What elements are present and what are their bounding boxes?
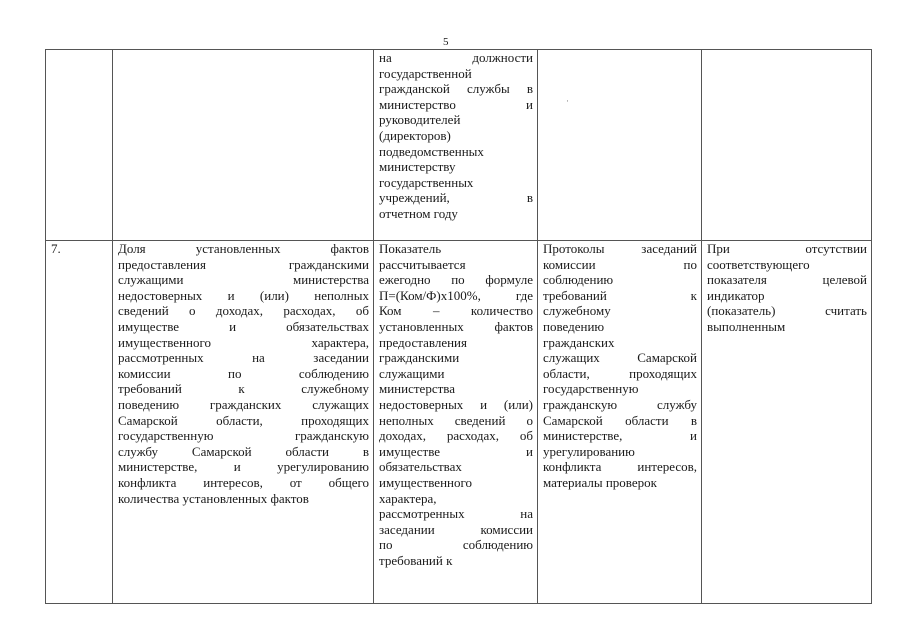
text-line: (показатель) считать bbox=[707, 303, 867, 319]
text-line: поведению гражданских служащих bbox=[118, 396, 369, 412]
text-line: гражданской службы в bbox=[379, 81, 533, 97]
scan-speck: · bbox=[566, 96, 569, 106]
text-line: имуществе и bbox=[379, 443, 533, 459]
cell-source-empty bbox=[538, 50, 702, 241]
text-line: на должности bbox=[379, 50, 533, 65]
cell-number: 7. bbox=[46, 241, 113, 604]
text-line: гражданских bbox=[543, 334, 615, 350]
text-line: обязательствах bbox=[379, 459, 462, 475]
text-line: по соблюдению bbox=[379, 537, 533, 553]
text-line: характера, bbox=[379, 490, 437, 506]
cell-note bbox=[702, 241, 872, 604]
text-line: материалы проверок bbox=[543, 474, 657, 490]
text-line: показателя целевой bbox=[707, 272, 867, 288]
text-line: комиссии по соблюдению bbox=[118, 365, 369, 381]
text-line: имущественного характера, bbox=[118, 334, 369, 350]
cell-note-empty bbox=[702, 50, 872, 241]
text-line: требований к bbox=[379, 552, 453, 568]
text-line: служащими министерства bbox=[118, 272, 369, 288]
text-line: конфликта интересов, от общего bbox=[118, 474, 369, 490]
text-line: рассмотренных на bbox=[379, 506, 533, 522]
text-line: П=(Ком/Ф)х100%, где bbox=[379, 287, 533, 303]
text-line: выполненным bbox=[707, 318, 786, 334]
text-line: количества установленных фактов bbox=[118, 490, 309, 506]
cell-method-continuation bbox=[374, 50, 538, 241]
text-line: гражданскими bbox=[379, 350, 460, 366]
text-line: урегулированию bbox=[543, 443, 635, 459]
text-line: предоставления bbox=[379, 334, 467, 350]
text-line: требований к bbox=[543, 287, 697, 303]
cell-indicator-empty bbox=[113, 50, 374, 241]
text-line: предоставления гражданскими bbox=[118, 256, 369, 272]
text-line: гражданскую службу bbox=[543, 396, 697, 412]
text-line: Показатель bbox=[379, 241, 442, 256]
text-line: министерстве, и bbox=[543, 428, 697, 444]
text-line: недостоверных и (или) неполных bbox=[118, 287, 369, 303]
text-line: службу Самарской области в bbox=[118, 443, 369, 459]
text-line: министерства bbox=[379, 381, 456, 397]
text-line: руководителей bbox=[379, 112, 461, 128]
text-line: государственной bbox=[379, 65, 472, 81]
text-line: При отсутствии bbox=[707, 241, 867, 256]
text-line: учреждений, в bbox=[379, 190, 533, 206]
text-line: установленных фактов bbox=[379, 318, 533, 334]
text-line: сведений о доходах, расходах, об bbox=[118, 303, 369, 319]
text-line: ежегодно по формуле bbox=[379, 272, 533, 288]
text-line: Доля установленных фактов bbox=[118, 241, 369, 256]
cell-source bbox=[538, 241, 702, 604]
text-line: имуществе и обязательствах bbox=[118, 318, 369, 334]
table-row-7 bbox=[46, 241, 872, 604]
text-line: государственных bbox=[379, 174, 474, 190]
text-line: государственную гражданскую bbox=[118, 428, 369, 444]
cell-indicator bbox=[113, 241, 374, 604]
text-line: поведению bbox=[543, 318, 605, 334]
text-line: недостоверных и (или) bbox=[379, 396, 533, 412]
text-line: отчетном году bbox=[379, 205, 458, 221]
text-line: Самарской области, проходящих bbox=[118, 412, 369, 428]
text-line: служебному bbox=[543, 303, 611, 319]
cell-method bbox=[374, 241, 538, 604]
text-line: соблюдению bbox=[543, 272, 614, 288]
text-line: министерству bbox=[379, 159, 456, 175]
text-line: рассмотренных на заседании bbox=[118, 350, 369, 366]
text-line: министерстве, и урегулированию bbox=[118, 459, 369, 475]
text-line: (директоров) bbox=[379, 127, 451, 143]
text-line: государственную bbox=[543, 381, 639, 397]
cell-number-empty bbox=[46, 50, 113, 241]
text-line: министерство и bbox=[379, 96, 533, 112]
page-number: 5 bbox=[443, 36, 449, 48]
text-line: рассчитывается bbox=[379, 256, 466, 272]
text-line: доходах, расходах, об bbox=[379, 428, 533, 444]
text-line: заседании комиссии bbox=[379, 521, 533, 537]
text-line: имущественного bbox=[379, 474, 472, 490]
text-line: области, проходящих bbox=[543, 365, 697, 381]
text-line: требований к служебному bbox=[118, 381, 369, 397]
text-line: служащими bbox=[379, 365, 445, 381]
indicator-table bbox=[45, 49, 872, 604]
text-line: неполных сведений о bbox=[379, 412, 533, 428]
text-line: Ком – количество bbox=[379, 303, 533, 319]
text-line: соответствующего bbox=[707, 256, 810, 272]
text-line: служащих Самарской bbox=[543, 350, 697, 366]
text-line: подведомственных bbox=[379, 143, 484, 159]
text-line: конфликта интересов, bbox=[543, 459, 697, 475]
table-row-continuation bbox=[46, 50, 872, 241]
text-line: индикатор bbox=[707, 287, 765, 303]
text-line: Самарской области в bbox=[543, 412, 697, 428]
text-line: Протоколы заседаний bbox=[543, 241, 697, 256]
text-line: комиссии по bbox=[543, 256, 697, 272]
